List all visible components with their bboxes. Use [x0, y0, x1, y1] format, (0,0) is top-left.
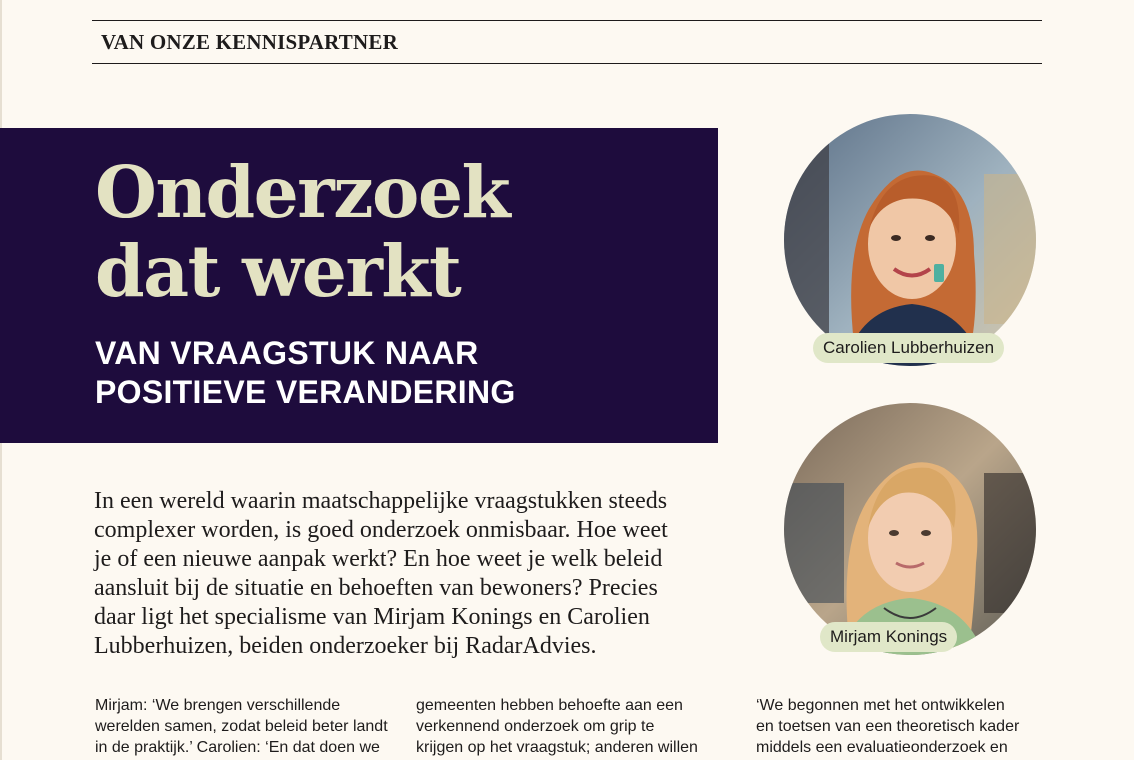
intro-paragraph: [94, 487, 734, 661]
title-line: dat werkt: [95, 229, 461, 313]
body-line: werelden samen, zodat beleid beter landt: [95, 718, 388, 735]
body-line: en toetsen van een theoretisch kader: [756, 718, 1020, 735]
body-column-1: [95, 695, 405, 758]
body-column-3: [756, 695, 1046, 758]
section-kicker: VAN ONZE KENNISPARTNER: [101, 30, 398, 54]
subtitle-line: VAN VRAAGSTUK NAAR: [95, 335, 479, 371]
body-line: in de praktijk.’ Carolien: ‘En dat doen we: [95, 739, 380, 756]
body-line: middels een evaluatieonderzoek en: [756, 739, 1008, 756]
body-column-2: [416, 695, 736, 758]
body-line: verkennend onderzoek om grip te: [416, 718, 655, 735]
portrait-photo-carolien: [784, 114, 1036, 366]
intro-line: aansluit bij de situatie en behoeften van bewoners? Precies: [94, 575, 658, 601]
intro-line: Lubberhuizen, beiden onderzoeker bij RadarAdvies.: [94, 633, 597, 659]
intro-line: complexer worden, is goed onderzoek onmisbaar. Hoe weet: [94, 517, 668, 543]
body-line: krijgen op het vraagstuk; anderen willen: [416, 739, 698, 756]
body-line: gemeenten hebben behoefte aan een: [416, 697, 683, 714]
header-rule-top: [92, 20, 1042, 21]
title-line: Onderzoek: [95, 150, 510, 234]
intro-line: In een wereld waarin maatschappelijke vraagstukken steeds: [94, 488, 668, 514]
body-line: Mirjam: ‘We brengen verschillende: [95, 697, 341, 714]
article-title: [95, 150, 510, 313]
intro-line: je of een nieuwe aanpak werkt? En hoe weet je welk beleid: [94, 546, 663, 572]
intro-line: daar ligt het specialisme van Mirjam Konings en Carolien: [94, 604, 650, 630]
portrait-photo-mirjam: [784, 403, 1036, 655]
subtitle-line: POSITIEVE VERANDERING: [95, 374, 516, 410]
body-line: ‘We begonnen met het ontwikkelen: [756, 697, 1005, 714]
portrait-caption: Mirjam Konings: [820, 622, 957, 652]
portrait-caption: Carolien Lubberhuizen: [813, 333, 1004, 363]
header-rule-bottom: [92, 63, 1042, 64]
article-subtitle: [95, 334, 516, 412]
